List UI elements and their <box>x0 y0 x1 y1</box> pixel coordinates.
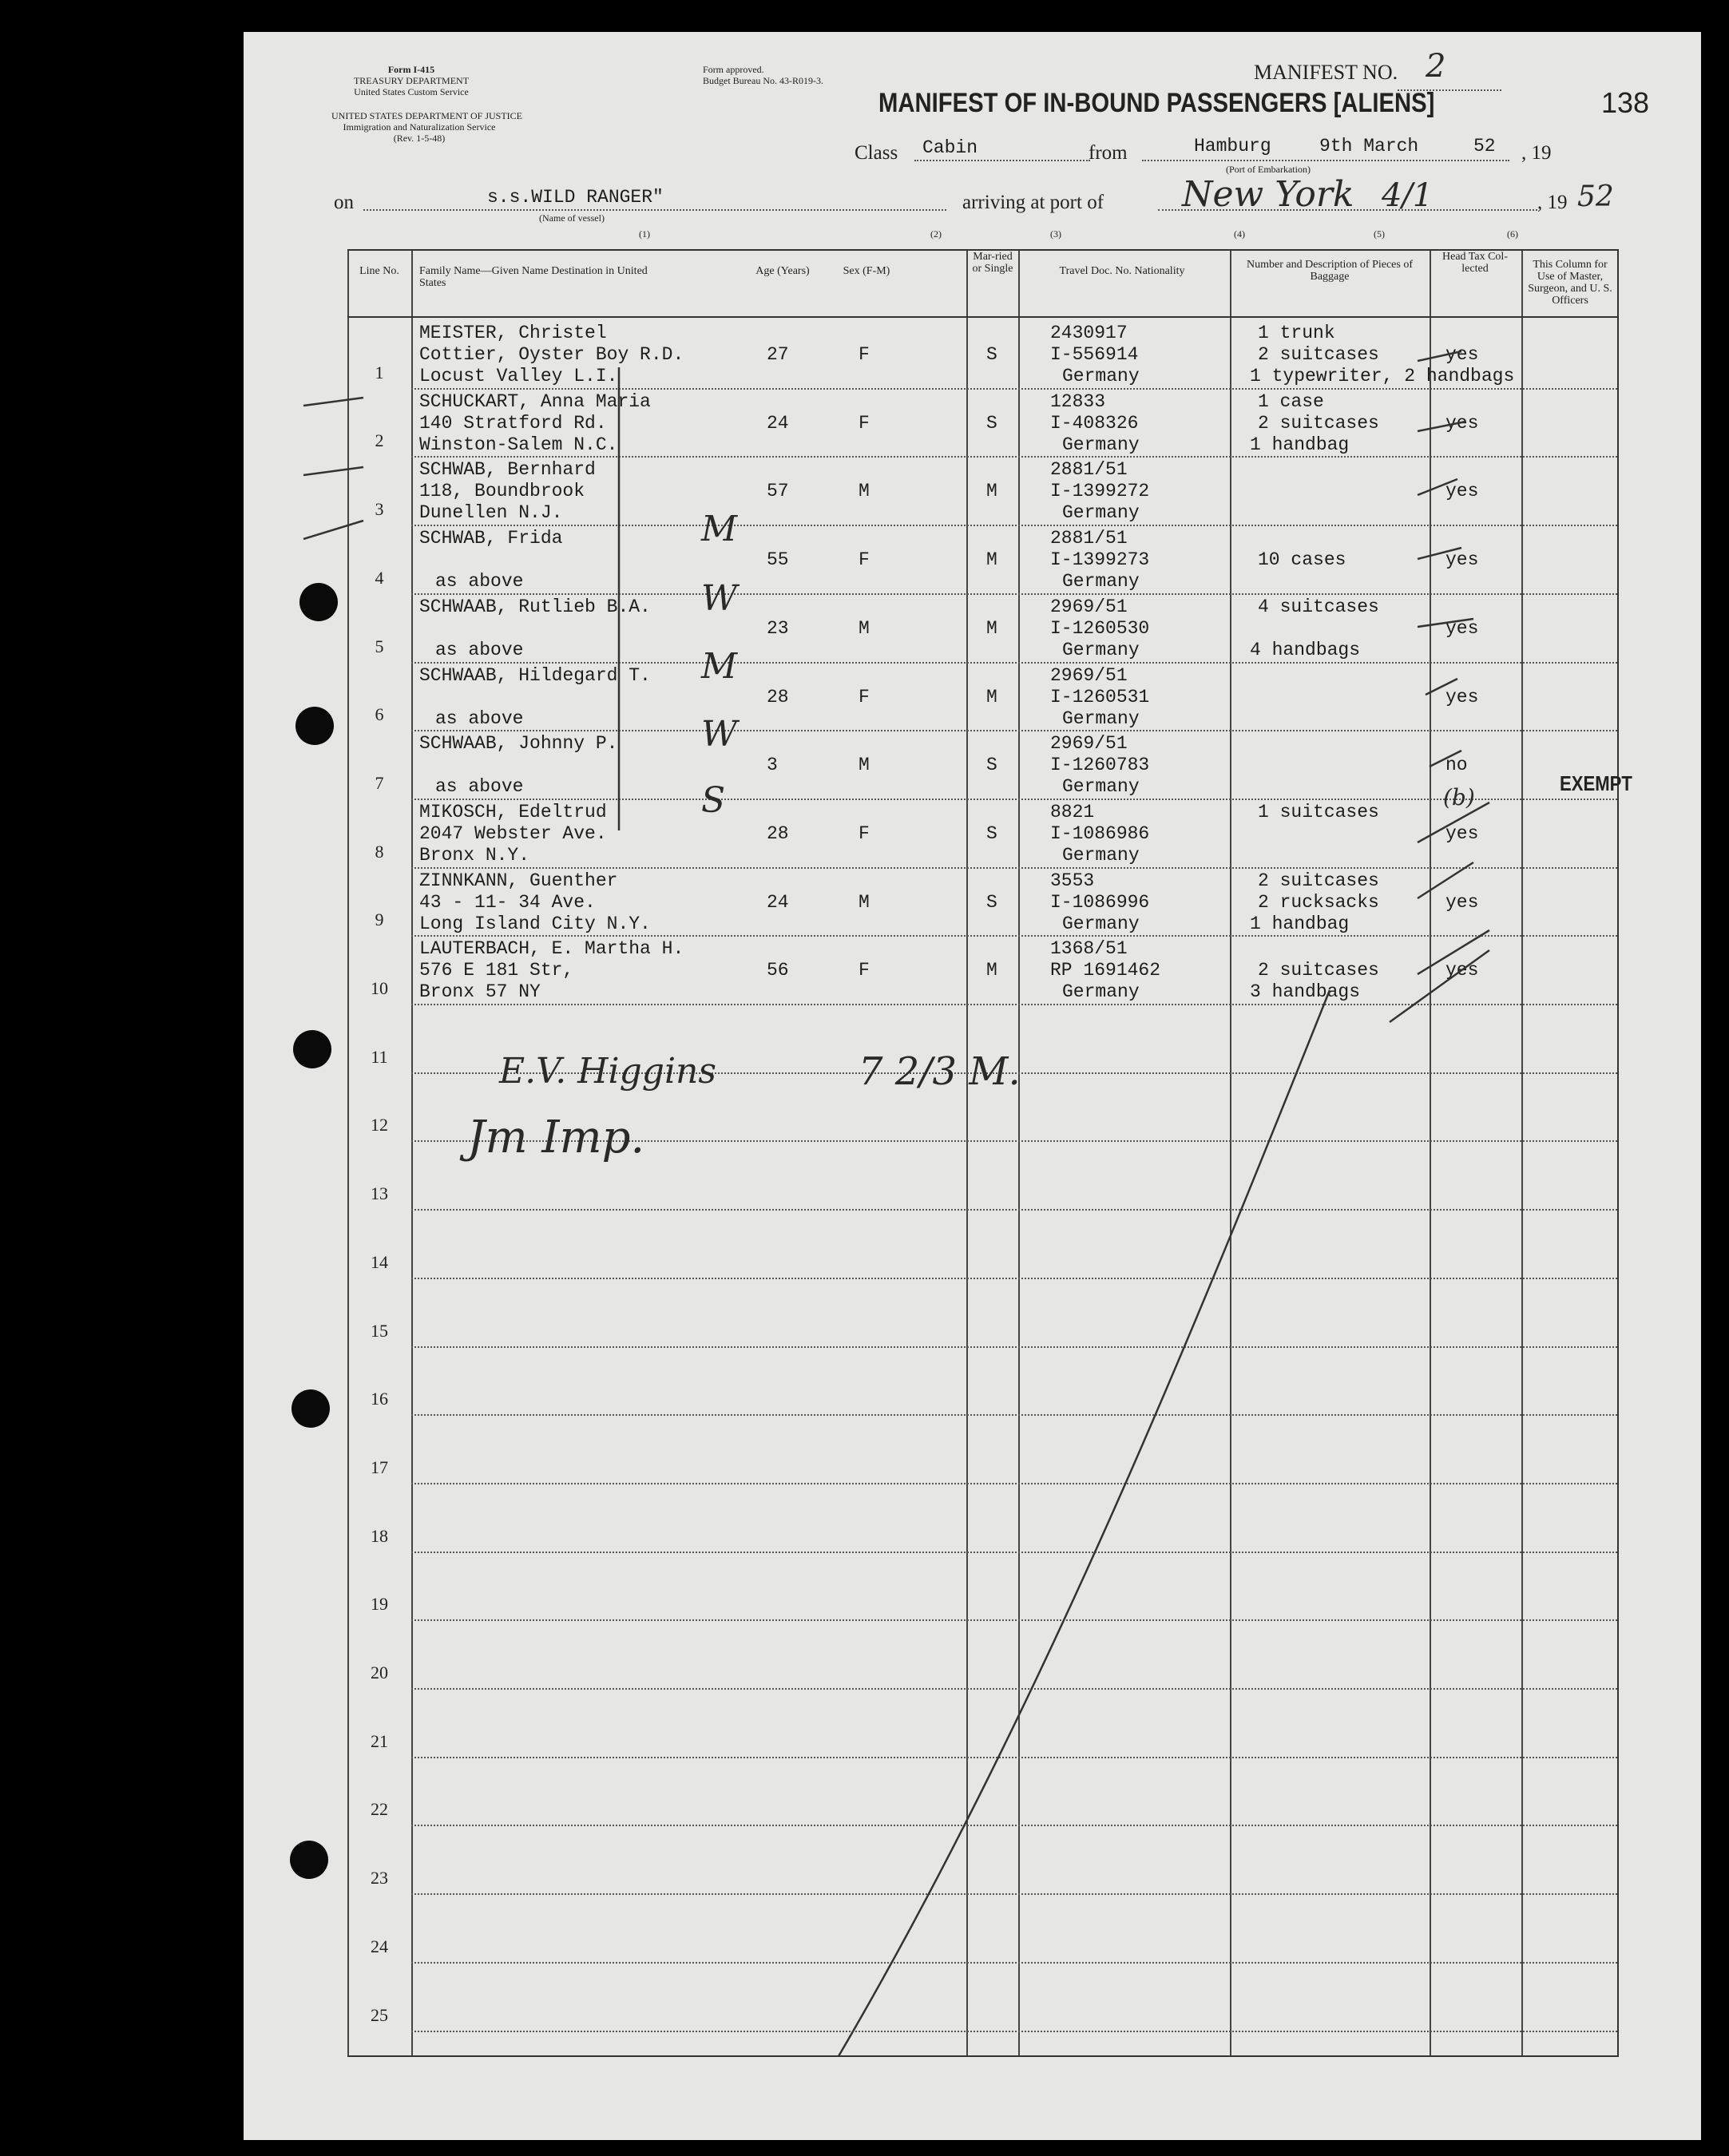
address-line-1: 118, Boundbrook <box>419 481 585 502</box>
head-tax: yes <box>1445 617 1479 639</box>
nationality: Germany <box>1062 844 1140 866</box>
address-line-2: Bronx N.Y. <box>419 844 530 866</box>
nationality: Germany <box>1062 981 1140 1003</box>
address-line-2: Bronx 57 NY <box>419 981 541 1003</box>
passenger-name: MEISTER, Christel <box>419 323 607 343</box>
address-line-1: 576 E 181 Str, <box>419 960 574 981</box>
vessel-name: s.s.WILD RANGER" <box>487 187 664 208</box>
baggage-line-2: 10 cases <box>1258 549 1346 571</box>
baggage-line-2: 2 suitcases <box>1258 412 1379 434</box>
line-number: 20 <box>371 1663 388 1682</box>
passenger-name: SCHWAAB, Hildegard T. <box>419 664 651 686</box>
travel-doc-number: 12833 <box>1050 390 1106 412</box>
embark-date: 9th March <box>1319 136 1419 157</box>
travel-doc-number: 2969/51 <box>1050 664 1128 686</box>
line-number: 25 <box>371 2004 388 2025</box>
handwritten-mark: W <box>701 578 738 619</box>
col-num-4: (4) <box>1234 228 1245 240</box>
embark-year: 52 <box>1473 136 1496 157</box>
passenger-sex: F <box>859 549 870 571</box>
passenger-age: 27 <box>767 344 789 365</box>
head-tax: yes <box>1445 686 1479 707</box>
passenger-sex: F <box>859 822 870 844</box>
embark-caption: (Port of Embarkation) <box>1226 164 1311 175</box>
line-number: 19 <box>371 1594 388 1615</box>
travel-doc-number: 2969/51 <box>1050 596 1128 617</box>
line-number: 4 <box>375 567 384 588</box>
passenger-name: SCHWAB, Bernhard <box>419 459 596 481</box>
nationality: Germany <box>1062 913 1140 934</box>
class-value: Cabin <box>922 137 978 158</box>
baggage-line-3: 4 handbags <box>1250 639 1361 660</box>
passenger-age: 55 <box>767 549 789 571</box>
address-line-1: 43 - 11- 34 Ave. <box>419 891 596 913</box>
line-number: 8 <box>375 841 384 862</box>
col-married: Mar-ried or Single <box>972 251 1013 275</box>
head-tax: no <box>1445 755 1468 776</box>
address-line-1: 140 Stratford Rd. <box>419 412 607 434</box>
page-number: 138 <box>1601 86 1650 119</box>
travel-doc-number: 2881/51 <box>1050 459 1128 481</box>
travel-doc-number: 2969/51 <box>1050 733 1128 755</box>
line-number: 24 <box>371 1936 388 1956</box>
line-number: 7 <box>375 772 384 793</box>
passenger-sex: M <box>859 755 870 776</box>
passenger-sex: M <box>859 481 870 502</box>
col-baggage: Number and Description of Pieces of Baggage <box>1247 259 1413 283</box>
address-line-1: Cottier, Oyster Boy R.D. <box>419 344 684 365</box>
marital-status: S <box>986 344 997 365</box>
col-officers: This Column for Use of Master, Surgeon, and U. S. Officers <box>1528 259 1612 307</box>
marital-status: S <box>986 412 997 434</box>
address-line-2: Dunellen N.J. <box>419 502 563 524</box>
passenger-name: MIKOSCH, Edeltrud <box>419 801 607 822</box>
passenger-name: SCHWAAB, Rutlieb B.A. <box>419 596 651 617</box>
vessel-caption: (Name of vessel) <box>539 212 605 224</box>
travel-doc-number: 3553 <box>1050 870 1095 891</box>
line-number: 15 <box>371 1320 388 1341</box>
handwritten-mark: M <box>701 646 738 687</box>
treasury-dept: TREASURY DEPARTMENT <box>353 75 470 86</box>
baggage-line-1: 2 suitcases <box>1258 870 1379 891</box>
line-number: 3 <box>375 499 384 520</box>
passenger-sex: M <box>859 891 870 913</box>
handwritten-mark: S <box>701 780 726 821</box>
travel-doc-id: I-1260531 <box>1050 686 1150 707</box>
line-number: 9 <box>375 910 384 930</box>
line-number: 11 <box>371 1046 388 1067</box>
col-num-2: (2) <box>930 228 942 240</box>
class-label: Class <box>855 142 898 164</box>
col-line-no: Line No. <box>359 265 399 277</box>
line-number: 13 <box>371 1183 388 1204</box>
col-num-3: (3) <box>1050 228 1061 240</box>
on-label: on <box>334 192 354 213</box>
travel-doc-number: 8821 <box>1050 801 1095 822</box>
passenger-sex: F <box>859 412 870 434</box>
address-line-2: Long Island City N.Y. <box>419 913 651 934</box>
passenger-age: 28 <box>767 686 789 707</box>
line-number: 16 <box>371 1389 388 1409</box>
travel-doc-id: I-1260783 <box>1050 755 1150 776</box>
col-num-1: (1) <box>639 228 650 240</box>
passenger-age: 57 <box>767 481 789 502</box>
line-number: 1 <box>375 362 384 382</box>
year-prefix: , 19 <box>1521 142 1552 164</box>
travel-doc-number: 2881/51 <box>1050 528 1128 549</box>
baggage-line-3: 1 handbag <box>1250 913 1350 934</box>
address-line-1: 2047 Webster Ave. <box>419 822 607 844</box>
marital-status: M <box>986 617 997 639</box>
arrival-port: New York <box>1182 174 1354 215</box>
address-line-2: as above <box>435 707 524 729</box>
line-number: 23 <box>371 1868 388 1888</box>
nationality: Germany <box>1062 571 1140 593</box>
travel-doc-id: I-556914 <box>1050 344 1139 365</box>
passenger-age: 24 <box>767 891 789 913</box>
budget-bureau: Budget Bureau No. 43-R019-3. <box>703 75 823 86</box>
nationality: Germany <box>1062 366 1140 386</box>
head-tax: yes <box>1445 960 1479 981</box>
justice-dept: UNITED STATES DEPARTMENT OF JUSTICE <box>331 110 523 121</box>
marital-status: M <box>986 686 997 707</box>
baggage-line-2: 2 suitcases <box>1258 960 1379 981</box>
justice-sub: Immigration and Naturalization Service <box>343 121 496 133</box>
head-tax: yes <box>1445 549 1479 571</box>
passenger-age: 24 <box>767 412 789 434</box>
address-line-2: as above <box>435 639 524 660</box>
travel-doc-id: I-1086996 <box>1050 891 1150 913</box>
passenger-age: 28 <box>767 822 789 844</box>
passenger-sex: F <box>859 960 870 981</box>
arriving-label: arriving at port of <box>962 192 1104 213</box>
line-number: 6 <box>375 704 384 725</box>
travel-doc-id: I-1260530 <box>1050 617 1150 639</box>
marital-status: S <box>986 755 997 776</box>
form-number: Form I-415 <box>387 64 435 75</box>
nationality: Germany <box>1062 707 1140 729</box>
marital-status: S <box>986 891 997 913</box>
arrival-year: 52 <box>1577 180 1614 213</box>
col-travel-doc: Travel Doc. No. Nationality <box>1059 265 1185 277</box>
marital-status: M <box>986 481 997 502</box>
travel-doc-id: I-1399272 <box>1050 481 1150 502</box>
baggage-line-2: 2 suitcases <box>1258 344 1379 365</box>
head-tax: yes <box>1445 412 1479 434</box>
col-num-6: (6) <box>1507 228 1518 240</box>
line-number: 18 <box>371 1525 388 1546</box>
passenger-name: SCHWAB, Frida <box>419 528 563 549</box>
line-number: 14 <box>371 1251 388 1272</box>
handwritten-time: 7 2/3 M. <box>859 1049 1021 1094</box>
passenger-name: SCHWAAB, Johnny P. <box>419 733 618 755</box>
page-title: MANIFEST OF IN-BOUND PASSENGERS [ALIENS] <box>878 88 1435 118</box>
baggage-line-3: 1 typewriter, 2 handbags <box>1250 366 1515 386</box>
head-tax: yes <box>1445 481 1479 502</box>
address-line-2: Locust Valley L.I. <box>419 366 618 386</box>
baggage-line-1: 4 suitcases <box>1258 596 1379 617</box>
baggage-line-3: 3 handbags <box>1250 981 1361 1003</box>
manifest-no-label: MANIFEST NO. <box>1254 61 1398 84</box>
passenger-age: 23 <box>767 617 789 639</box>
travel-doc-id: I-408326 <box>1050 412 1139 434</box>
baggage-line-1: 1 suitcases <box>1258 801 1379 822</box>
nationality: Germany <box>1062 639 1140 660</box>
line-number: 17 <box>371 1456 388 1477</box>
address-line-2: as above <box>435 571 524 593</box>
col-sex: Sex (F-M) <box>843 265 890 277</box>
no-note: (b) <box>1443 784 1475 810</box>
from-label: from <box>1089 142 1128 164</box>
baggage-line-1: 1 trunk <box>1258 323 1335 343</box>
passenger-name: ZINNKANN, Guenther <box>419 870 618 891</box>
nationality: Germany <box>1062 434 1140 455</box>
line-number: 21 <box>371 1730 388 1751</box>
travel-doc-number: 2430917 <box>1050 323 1128 343</box>
address-line-2: Winston-Salem N.C. <box>419 434 618 455</box>
exempt-stamp: EXEMPT <box>1560 771 1632 795</box>
signature-higgins: E.V. Higgins <box>499 1051 716 1092</box>
col-num-5: (5) <box>1374 228 1385 240</box>
head-tax: yes <box>1445 344 1479 365</box>
baggage-line-3: 1 handbag <box>1250 434 1350 455</box>
line-number: 5 <box>375 636 384 656</box>
col-age: Age (Years) <box>755 265 810 277</box>
head-tax: yes <box>1445 891 1479 913</box>
handwritten-mark: W <box>701 714 738 755</box>
nationality: Germany <box>1062 502 1140 524</box>
marital-status: M <box>986 960 997 981</box>
arrival-date: 4/1 <box>1382 177 1434 214</box>
travel-doc-id: I-1086986 <box>1050 822 1150 844</box>
passenger-sex: F <box>859 344 870 365</box>
revision: (Rev. 1-5-48) <box>393 133 446 144</box>
handwritten-mark: M <box>701 509 738 549</box>
baggage-line-2: 2 rucksacks <box>1258 891 1379 913</box>
arrival-year-prefix: , 19 <box>1537 192 1568 213</box>
head-tax: yes <box>1445 822 1479 844</box>
line-number: 2 <box>375 430 384 451</box>
nationality: Germany <box>1062 776 1140 798</box>
passenger-name: LAUTERBACH, E. Martha H. <box>419 938 684 960</box>
manifest-no-value: 2 <box>1426 48 1446 85</box>
line-number: 22 <box>371 1799 388 1820</box>
line-number: 10 <box>371 978 388 998</box>
address-line-2: as above <box>435 776 524 798</box>
travel-doc-number: 1368/51 <box>1050 938 1128 960</box>
travel-doc-id: I-1399273 <box>1050 549 1150 571</box>
manifest-sheet <box>244 32 1701 2140</box>
from-port: Hamburg <box>1194 136 1271 157</box>
col-head-tax: Head Tax Col-lected <box>1442 251 1508 275</box>
line-number: 12 <box>371 1115 388 1135</box>
passenger-age: 3 <box>767 755 778 776</box>
col-name: Family Name—Given Name Destination in United States <box>419 265 648 289</box>
passenger-sex: M <box>859 617 870 639</box>
baggage-line-1: 1 case <box>1258 390 1324 412</box>
treasury-sub: United States Custom Service <box>354 86 469 97</box>
form-approved: Form approved. <box>703 64 764 75</box>
passenger-name: SCHUCKART, Anna Maria <box>419 390 651 412</box>
marital-status: S <box>986 822 997 844</box>
pencil-diagonal-line <box>244 32 1701 2140</box>
marital-status: M <box>986 549 997 571</box>
travel-doc-id: RP 1691462 <box>1050 960 1161 981</box>
passenger-age: 56 <box>767 960 789 981</box>
signature-inspector: Jm Imp. <box>467 1112 645 1163</box>
passenger-sex: F <box>859 686 870 707</box>
